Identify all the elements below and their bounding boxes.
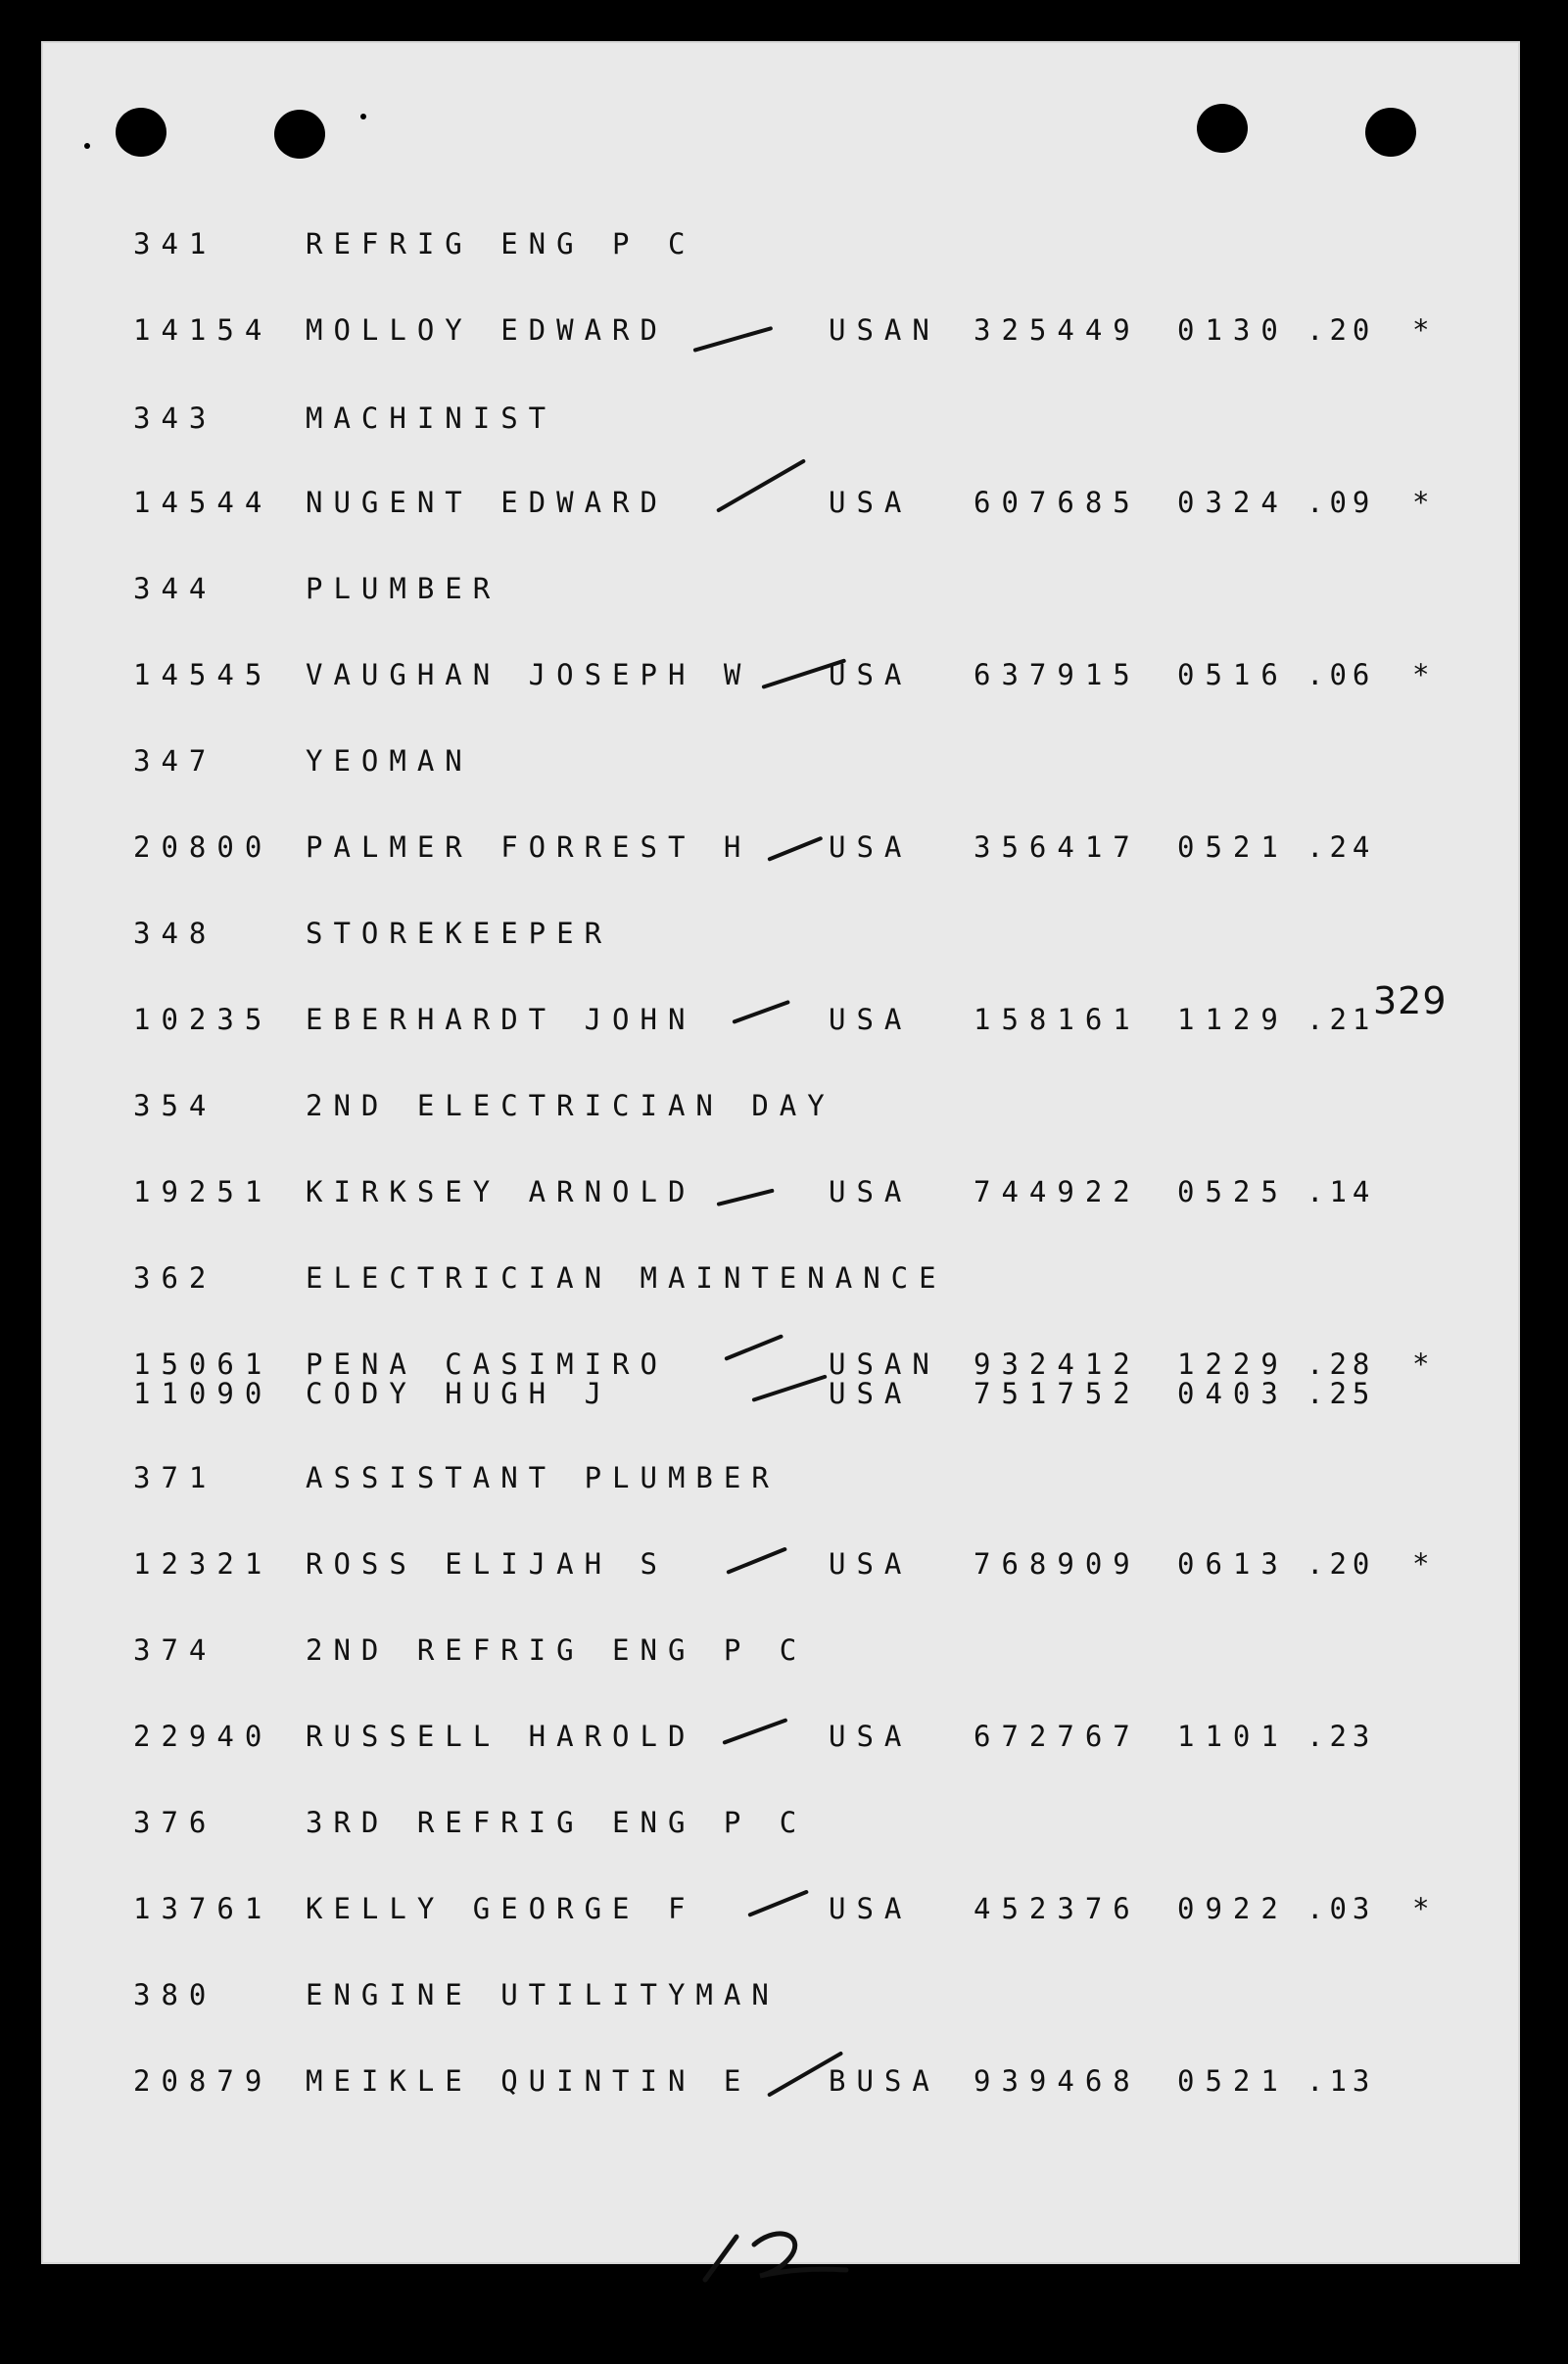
date-code: 1129: [1177, 1003, 1289, 1036]
handwritten-number: [689, 2215, 876, 2293]
citizenship: USA: [829, 1003, 913, 1036]
person-name: NUGENT EDWARD: [306, 486, 668, 519]
rate: .25: [1307, 1377, 1376, 1410]
person-id: 11090: [133, 1377, 273, 1410]
punch-hole: [274, 110, 325, 159]
date-code: 0516: [1177, 658, 1289, 691]
person-id: 14544: [133, 486, 273, 519]
section-header: [41, 227, 1520, 266]
person-name: KELLY GEORGE F: [306, 1892, 696, 1925]
job-title: 2ND ELECTRICIAN DAY: [306, 1089, 835, 1122]
job-code: 341: [133, 227, 217, 260]
section-header: [41, 744, 1520, 783]
asterisk-mark: *: [1412, 1347, 1430, 1381]
id-number: 158161: [974, 1003, 1141, 1036]
section-header: [41, 1261, 1520, 1300]
section-header: [41, 1978, 1520, 2017]
rate: .23: [1307, 1720, 1376, 1753]
person-id: 13761: [133, 1892, 273, 1925]
date-code: 0613: [1177, 1547, 1289, 1581]
person-id: 12321: [133, 1547, 273, 1581]
id-number: 356417: [974, 830, 1141, 864]
citizenship: BUSA: [829, 2064, 940, 2098]
asterisk-mark: *: [1412, 1892, 1430, 1925]
date-code: 0521: [1177, 830, 1289, 864]
punch-hole: [1197, 104, 1248, 153]
id-number: 751752: [974, 1377, 1141, 1410]
section-header: [41, 572, 1520, 611]
date-code: 0922: [1177, 1892, 1289, 1925]
person-name: KIRKSEY ARNOLD: [306, 1175, 696, 1208]
asterisk-mark: *: [1412, 313, 1430, 347]
section-header: [41, 1633, 1520, 1673]
job-title: 2ND REFRIG ENG P C: [306, 1633, 808, 1667]
page-number: 329: [1373, 979, 1448, 1022]
citizenship: USA: [829, 1547, 913, 1581]
person-row: [41, 486, 1520, 525]
citizenship: USAN: [829, 1347, 940, 1381]
asterisk-mark: *: [1412, 1547, 1430, 1581]
job-code: 362: [133, 1261, 217, 1295]
speck: [360, 114, 366, 119]
punch-hole: [116, 108, 166, 157]
person-name: CODY HUGH J: [306, 1377, 613, 1410]
person-name: PALMER FORREST H: [306, 830, 752, 864]
section-header: [41, 1806, 1520, 1845]
job-title: MACHINIST: [306, 402, 557, 435]
id-number: 325449: [974, 313, 1141, 347]
job-title: YEOMAN: [306, 744, 473, 778]
section-header: [41, 1089, 1520, 1128]
section-header: [41, 917, 1520, 956]
job-title: PLUMBER: [306, 572, 501, 605]
person-name: MOLLOY EDWARD: [306, 313, 668, 347]
rate: .13: [1307, 2064, 1376, 2098]
id-number: 932412: [974, 1347, 1141, 1381]
date-code: 0403: [1177, 1377, 1289, 1410]
job-title: ASSISTANT PLUMBER: [306, 1461, 780, 1494]
id-number: 452376: [974, 1892, 1141, 1925]
job-title: 3RD REFRIG ENG P C: [306, 1806, 808, 1839]
id-number: 607685: [974, 486, 1141, 519]
person-row: [41, 830, 1520, 870]
person-row: [41, 1892, 1520, 1931]
person-name: ROSS ELIJAH S: [306, 1547, 668, 1581]
speck: [84, 143, 90, 149]
person-row: [41, 1003, 1520, 1042]
person-id: 14545: [133, 658, 273, 691]
person-row: [41, 313, 1520, 353]
rate: .20: [1307, 1547, 1376, 1581]
citizenship: USA: [829, 1377, 913, 1410]
job-code: 376: [133, 1806, 217, 1839]
citizenship: USAN: [829, 313, 940, 347]
job-code: 343: [133, 402, 217, 435]
date-code: 0521: [1177, 2064, 1289, 2098]
person-id: 14154: [133, 313, 273, 347]
person-id: 20879: [133, 2064, 273, 2098]
citizenship: USA: [829, 1720, 913, 1753]
rate: .09: [1307, 486, 1376, 519]
citizenship: USA: [829, 830, 913, 864]
document-page: [41, 41, 1520, 2264]
person-id: 20800: [133, 830, 273, 864]
id-number: 672767: [974, 1720, 1141, 1753]
date-code: 0525: [1177, 1175, 1289, 1208]
id-number: 939468: [974, 2064, 1141, 2098]
section-header: [41, 1461, 1520, 1500]
job-code: 348: [133, 917, 217, 950]
person-name: MEIKLE QUINTIN E: [306, 2064, 752, 2098]
rate: .24: [1307, 830, 1376, 864]
person-row: [41, 1377, 1520, 1416]
id-number: 768909: [974, 1547, 1141, 1581]
citizenship: USA: [829, 658, 913, 691]
date-code: 1229: [1177, 1347, 1289, 1381]
id-number: 744922: [974, 1175, 1141, 1208]
id-number: 637915: [974, 658, 1141, 691]
rate: .20: [1307, 313, 1376, 347]
date-code: 0324: [1177, 486, 1289, 519]
job-title: ELECTRICIAN MAINTENANCE: [306, 1261, 947, 1295]
job-code: 380: [133, 1978, 217, 2011]
person-row: [41, 658, 1520, 697]
rate: .14: [1307, 1175, 1376, 1208]
citizenship: USA: [829, 486, 913, 519]
date-code: 0130: [1177, 313, 1289, 347]
citizenship: USA: [829, 1892, 913, 1925]
person-name: PENA CASIMIRO: [306, 1347, 668, 1381]
date-code: 1101: [1177, 1720, 1289, 1753]
person-row: [41, 2064, 1520, 2104]
rate: .03: [1307, 1892, 1376, 1925]
person-id: 10235: [133, 1003, 273, 1036]
asterisk-mark: *: [1412, 658, 1430, 691]
job-code: 354: [133, 1089, 217, 1122]
punch-hole: [1365, 108, 1416, 157]
job-title: ENGINE UTILITYMAN: [306, 1978, 780, 2011]
job-code: 344: [133, 572, 217, 605]
person-row: [41, 1175, 1520, 1214]
asterisk-mark: *: [1412, 486, 1430, 519]
person-id: 22940: [133, 1720, 273, 1753]
job-title: REFRIG ENG P C: [306, 227, 696, 260]
rate: .21: [1307, 1003, 1376, 1036]
rate: .06: [1307, 658, 1376, 691]
person-row: [41, 1547, 1520, 1586]
job-title: STOREKEEPER: [306, 917, 613, 950]
person-name: EBERHARDT JOHN: [306, 1003, 696, 1036]
job-code: 374: [133, 1633, 217, 1667]
person-name: RUSSELL HAROLD: [306, 1720, 696, 1753]
person-name: VAUGHAN JOSEPH W: [306, 658, 752, 691]
person-id: 15061: [133, 1347, 273, 1381]
rate: .28: [1307, 1347, 1376, 1381]
section-header: [41, 402, 1520, 441]
job-code: 347: [133, 744, 217, 778]
person-row: [41, 1720, 1520, 1759]
person-id: 19251: [133, 1175, 273, 1208]
job-code: 371: [133, 1461, 217, 1494]
citizenship: USA: [829, 1175, 913, 1208]
